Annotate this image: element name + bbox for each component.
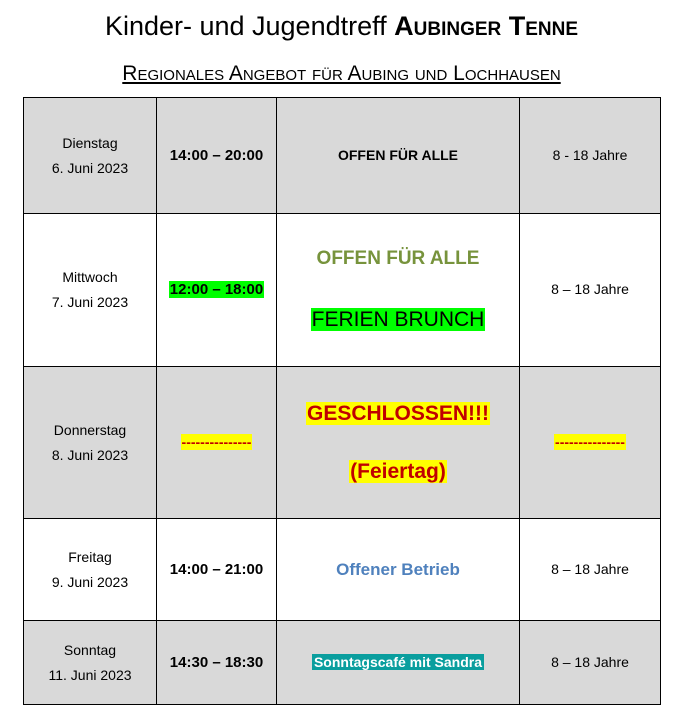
table-row [24,98,661,214]
time-cell [157,98,277,214]
date-label: 6. Juni 2023 [51,159,129,176]
program-cell [277,214,520,367]
table-row [24,367,661,519]
title-plain: Kinder- und Jugendtreff [104,11,395,41]
program-label: Offener Betrieb [336,559,460,579]
program-label-highlight: FERIEN BRUNCH [311,308,485,331]
time-cell [157,519,277,621]
time-label: 14:00 – 20:00 [169,146,264,164]
page-subtitle: Regionales Angebot für Aubing und Lochhausen [122,62,561,85]
age-label: 8 - 18 Jahre [552,146,628,163]
weekday-label: Mittwoch [62,269,118,285]
program-cell [277,367,520,519]
age-label: 8 – 18 Jahre [551,281,629,297]
day-cell [24,519,157,621]
age-cell [520,621,661,705]
time-cell [157,621,277,705]
program-label: Sonntagscafé mit Sandra [313,653,483,670]
date-label: 11. Juni 2023 [48,666,132,683]
date-label: 9. Juni 2023 [51,573,129,590]
day-cell [24,98,157,214]
weekday-label: Dienstag [62,134,118,151]
program-label: OFFEN FÜR ALLE [316,248,480,269]
time-label: 14:00 – 21:00 [169,560,264,578]
time-cell [157,214,277,367]
day-cell [24,367,157,519]
date-label: 8. Juni 2023 [51,446,129,463]
table-row [24,214,661,367]
title-venue-name: Aubinger Tenne [394,11,579,41]
weekday-label: Donnerstag [53,421,127,438]
date-label: 7. Juni 2023 [51,294,129,310]
day-cell [24,621,157,705]
table-row [24,621,661,705]
age-label: --------------- [555,433,625,450]
program-label: OFFEN FÜR ALLE [337,146,459,163]
table-row [24,519,661,621]
program-cell [277,98,520,214]
schedule-table [23,97,661,705]
time-label: 12:00 – 18:00 [169,281,264,298]
age-cell [520,367,661,519]
age-cell [520,214,661,367]
age-cell [520,98,661,214]
program-cell [277,519,520,621]
time-label: 14:30 – 18:30 [169,653,264,671]
weekday-label: Sonntag [63,641,117,658]
time-label: --------------- [181,433,252,450]
weekday-label: Freitag [68,548,112,565]
page-title [0,9,683,43]
day-cell [24,214,157,367]
program-label: GESCHLOSSEN!!! [306,401,489,425]
program-label-note: (Feiertag) [350,459,446,483]
program-cell [277,621,520,705]
age-label: 8 – 18 Jahre [551,653,629,670]
age-cell [520,519,661,621]
age-label: 8 – 18 Jahre [551,560,629,577]
time-cell [157,367,277,519]
